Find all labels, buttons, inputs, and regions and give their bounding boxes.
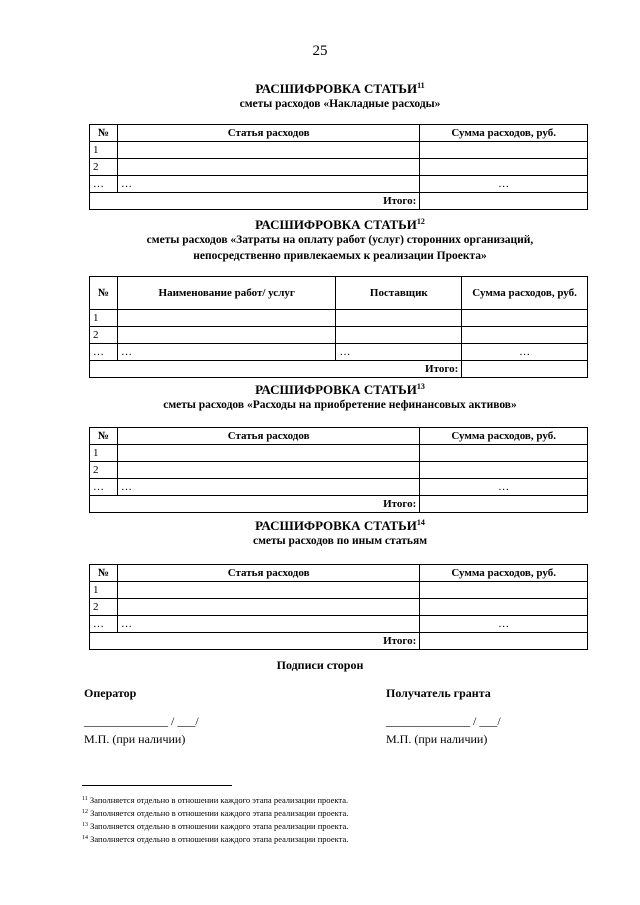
total-label: Итого:	[90, 496, 420, 513]
operator-stamp-note: М.П. (при наличии)	[84, 732, 186, 746]
row-number: 2	[90, 599, 118, 616]
row-number: 1	[90, 445, 118, 462]
table-cell	[117, 599, 419, 616]
row-number: 2	[90, 327, 118, 344]
table-row	[90, 142, 588, 159]
row-number: …	[90, 176, 118, 193]
section-1-subtitle: сметы расходов «Накладные расходы»	[239, 98, 441, 110]
header-cell: №	[90, 277, 118, 310]
section-4-table	[89, 564, 588, 650]
table-cell	[420, 599, 588, 616]
row-number: 1	[90, 142, 118, 159]
total-label: Итого:	[90, 193, 420, 210]
table-row	[90, 599, 588, 616]
table-cell	[462, 327, 588, 344]
section-2-subtitle-line-1: сметы расходов «Затраты на оплату работ (услуг) сторонних организаций,	[146, 234, 534, 246]
table-cell	[117, 310, 336, 327]
total-value	[420, 633, 588, 650]
header-cell: Сумма расходов, руб.	[462, 277, 588, 310]
row-number: …	[90, 616, 118, 633]
grant-recipient-signature-line: ______________ / ___/	[386, 714, 501, 728]
table-header-row	[90, 565, 588, 582]
row-number: 2	[90, 462, 118, 479]
operator-signature-line: ______________ / ___/	[84, 714, 199, 728]
row-number: …	[90, 344, 118, 361]
footnote-ref: 13	[416, 382, 425, 391]
section-2-subtitle-line-2: непосредственно привлекаемых к реализации Проекта»	[193, 250, 487, 262]
section-2-table	[89, 276, 588, 378]
table-cell: …	[117, 344, 336, 361]
page-number: 25	[312, 43, 328, 59]
header-cell: Статья расходов	[117, 565, 419, 582]
header-cell: Сумма расходов, руб.	[420, 125, 588, 142]
section-2-title: РАСШИФРОВКА СТАТЬИ$^{12}$	[255, 217, 425, 232]
table-row	[90, 582, 588, 599]
header-cell: №	[90, 428, 118, 445]
total-value	[420, 496, 588, 513]
row-number: …	[90, 479, 118, 496]
table-row	[90, 327, 588, 344]
table-row	[90, 176, 588, 193]
table-cell	[420, 462, 588, 479]
footnote-ref: 12	[416, 217, 425, 226]
table-row	[90, 159, 588, 176]
table-cell	[462, 310, 588, 327]
operator-label: Оператор	[84, 686, 137, 700]
section-1-table	[89, 124, 588, 210]
total-label: Итого:	[90, 633, 420, 650]
footnote-ref: 11	[417, 81, 425, 90]
table-cell: …	[420, 616, 588, 633]
table-cell	[336, 310, 462, 327]
table-cell: …	[420, 479, 588, 496]
grant-recipient-stamp-note: М.П. (при наличии)	[386, 732, 488, 746]
table-cell: …	[117, 616, 419, 633]
row-number: 1	[90, 310, 118, 327]
table-cell	[420, 142, 588, 159]
table-row	[90, 479, 588, 496]
table-cell: …	[117, 479, 419, 496]
total-value	[462, 361, 588, 378]
section-1-title: РАСШИФРОВКА СТАТЬИ$^{11}$	[255, 81, 425, 96]
table-cell	[117, 582, 419, 599]
footnote-divider	[82, 785, 232, 786]
section-3-table	[89, 427, 588, 513]
section-4-subtitle: сметы расходов по иным статьям	[252, 535, 428, 547]
header-cell: №	[90, 565, 118, 582]
section-4-title: РАСШИФРОВКА СТАТЬИ$^{14}$	[255, 518, 425, 533]
signatures-title: Подписи сторон	[276, 658, 364, 672]
header-cell: Статья расходов	[117, 428, 419, 445]
table-header-row	[90, 277, 588, 310]
row-number: 2	[90, 159, 118, 176]
header-cell: Сумма расходов, руб.	[420, 565, 588, 582]
table-cell	[420, 582, 588, 599]
table-cell	[420, 445, 588, 462]
table-cell	[117, 327, 336, 344]
table-cell	[117, 462, 419, 479]
header-cell: Сумма расходов, руб.	[420, 428, 588, 445]
footnote: $^{12}$ Заполняется отдельно в отношении каждого этапа реализации проекта.	[82, 808, 349, 818]
total-row	[90, 361, 588, 378]
header-cell: Поставщик	[336, 277, 462, 310]
table-row	[90, 616, 588, 633]
table-header-row	[90, 125, 588, 142]
table-row	[90, 445, 588, 462]
table-cell: …	[336, 344, 462, 361]
header-cell: №	[90, 125, 118, 142]
table-cell	[336, 327, 462, 344]
total-row	[90, 633, 588, 650]
row-number: 1	[90, 582, 118, 599]
header-cell: Статья расходов	[117, 125, 419, 142]
table-cell	[117, 445, 419, 462]
footnote: $^{14}$ Заполняется отдельно в отношении каждого этапа реализации проекта.	[82, 834, 349, 844]
table-cell	[117, 142, 419, 159]
table-header-row	[90, 428, 588, 445]
footnote-ref: 14	[416, 518, 425, 527]
table-row	[90, 310, 588, 327]
table-row	[90, 344, 588, 361]
footnote: $^{13}$ Заполняется отдельно в отношении каждого этапа реализации проекта.	[82, 821, 349, 831]
total-value	[420, 193, 588, 210]
table-cell: …	[462, 344, 588, 361]
header-cell: Наименование работ/ услуг	[117, 277, 336, 310]
footnote: $^{11}$ Заполняется отдельно в отношении каждого этапа реализации проекта.	[82, 795, 349, 805]
section-3-title: РАСШИФРОВКА СТАТЬИ$^{13}$	[255, 382, 425, 397]
table-row	[90, 462, 588, 479]
table-cell: …	[420, 176, 588, 193]
table-cell	[420, 159, 588, 176]
table-cell	[117, 159, 419, 176]
grant-recipient-label: Получатель гранта	[386, 686, 491, 700]
section-3-subtitle: сметы расходов «Расходы на приобретение нефинансовых активов»	[163, 399, 517, 411]
total-row	[90, 496, 588, 513]
total-label: Итого:	[90, 361, 462, 378]
total-row	[90, 193, 588, 210]
table-cell: …	[117, 176, 419, 193]
